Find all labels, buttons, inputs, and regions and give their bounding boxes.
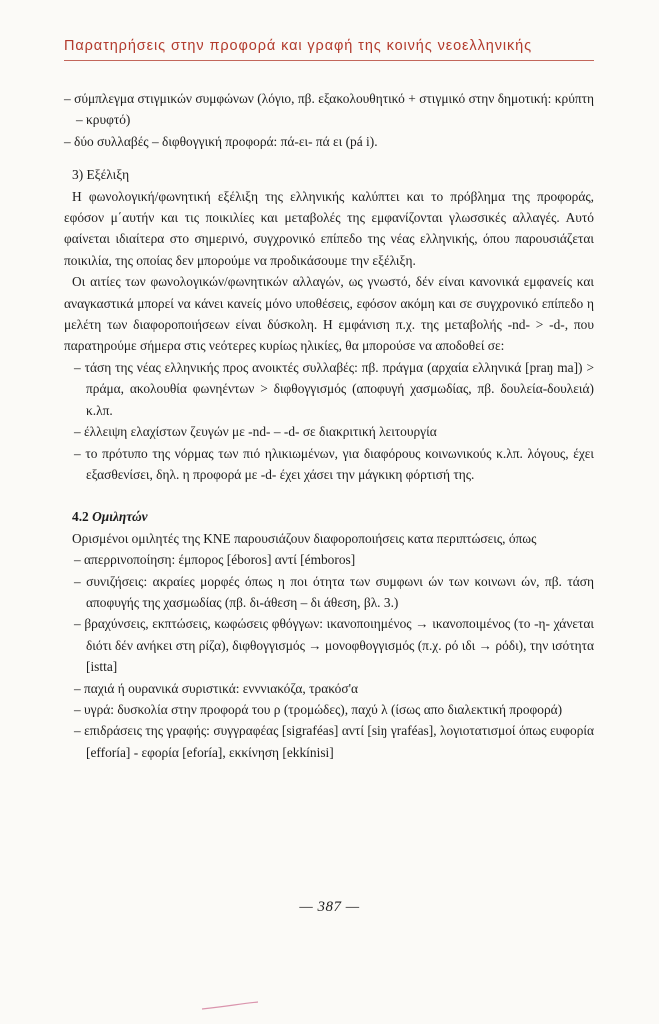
running-head-rule (64, 60, 594, 61)
list-item: – σύμπλεγμα στιγμικών συμφώνων (λόγιο, πβ. εξακολουθητικό + στιγμικό στην δημοτική: κρύπτη – κρυφτό) (64, 91, 594, 128)
list-item: – υγρά: δυσκολία στην προφορά του ρ (τρομώδες), παχύ λ (ίσως απο διαλεκτική προφορά) (74, 701, 563, 717)
list-item: – δύο συλλαβές – διφθογγική προφορά: πά-ει- πά ει (pá i). (64, 133, 378, 149)
paragraph: Οι αιτίες των φωνολογικών/φωνητικών αλλαγών, ως γνωστό, δέν είναι κανονικά εμφανείς και αναγκαστικά μπορεί να κάνει κανείς μόνο υποθέσεις, εφόσον ακόμη και σε συγχρονικό επίπεδο η μελέτη των διαφοροποιήσεων είναι δύσκολη. Η εμφάνιση π.χ. της μεταβολής -nd- > -d-, που παρατηρούμε σήμερα στις νεότερες κυρίως ηλικίες, θα μπορούσε να αποδοθεί σε: (64, 274, 594, 354)
list-item: – έλλειψη ελαχίστων ζευγών με -nd- – -d- σε διακριτική λειτουργία (74, 424, 437, 440)
section-title: Ομιλητών (92, 509, 148, 525)
list-item: – επιδράσεις της γραφής: συγγραφέας [sigraféas] αντί [siŋ γraféas], λογιοτατισμοί όπως ευφορία [efforía] - εφορία [eforía], εκκίνηση [ekkínisi] (74, 723, 594, 760)
list-item: – το πρότυπο της νόρμας των πιό ηλικιωμένων, για διαφόρους κοινωνικούς κ.λπ. λόγους, έχει εξασθενίσει, δηλ. η προφορά με -d- έχει χάσει την μάγκικη φόρτισή της. (74, 445, 594, 482)
page-number: — 387 — (299, 899, 360, 915)
list-item: – παχιά ή ουρανικά συριστικά: ενννιακόζα, τρακόσ'α (74, 680, 359, 696)
list-item: – συνιζήσεις: ακραίες μορφές όπως η ποι ότητα των συμφωνι ών των κοινωνι ών, πβ. τάση αποφυγής της χασμωδίας (πβ. δι-άθεση – δι άθεση, βλ. 3.) (74, 573, 594, 610)
paragraph: Ορισμένοι ομιλητές της ΚΝΕ παρουσιάζουν διαφοροποιήσεις κατα περιπτώσεις, όπως (72, 530, 537, 546)
section-heading (64, 506, 594, 527)
pen-mark-icon (200, 1000, 260, 1012)
subsection-heading: 3) Εξέλιξη (72, 167, 130, 183)
list-item: – απερρινοποίηση: έμπορος [éboros] αντί [émboros] (74, 552, 356, 568)
section-number: 4.2 (72, 509, 89, 525)
running-head: Παρατηρήσεις στην προφορά και γραφή της κοινής νεοελληνικής (64, 38, 532, 54)
paragraph: Η φωνολογική/φωνητική εξέλιξη της ελληνικής καλύπτει και το πρόβλημα της προφοράς, εφόσον μ΄αυτήν και τις ποικιλίες και μεταβολές της εμφανίζονται γλωσσικές αλλαγές. Αυτό φαίνεται ιδιαίτερα στο σημερινό, συγχρονικό επίπεδο της νέας ελληνικής, όπου παρουσιάζεται ποικιλία, της οποίας δεν μπορούμε να προδικάσουμε την εξέλιξη. (64, 188, 594, 268)
list-item: – τάση της νέας ελληνικής προς ανοικτές συλλαβές: πβ. πράγμα (αρχαία ελληνικά [praŋ ma]) > πράμα, ακολουθία φωνηέντων > διφθογγισμός (αποφυγή χασμωδίας, πβ. δουλεία-δουλειά) κ.λπ. (74, 359, 594, 418)
list-item: – βραχύνσεις, εκπτώσεις, κωφώσεις φθόγγων: ικανοποιημένος → ικανοποιμένος (το -η- χάνεται διότι δέν ανήκει στη ρίζα), διφθογγισμός → μονοφθογγισμός (π.χ. ρό ιδι → ρόδι), την ισότητα [istta] (74, 616, 594, 675)
body-text (64, 88, 594, 763)
